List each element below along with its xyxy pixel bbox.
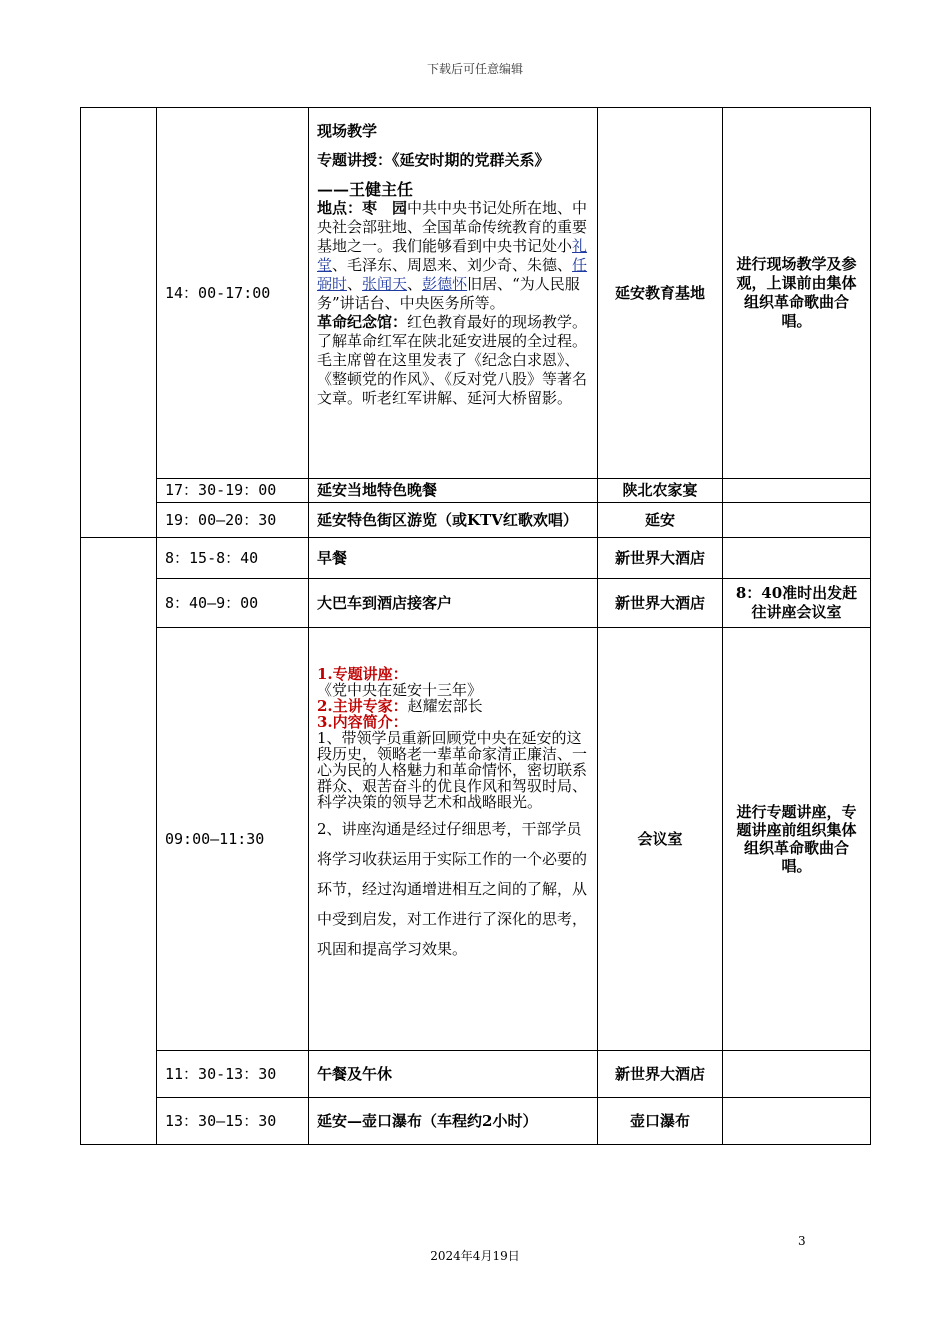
note-cell: 8：40准时出发赶往讲座会议室 [723,579,871,628]
paragraph-label: 地点：枣 园 [317,199,408,217]
time-cell: 8：15-8：40 [157,538,309,579]
time-cell: 17：30-19：00 [157,479,309,503]
time-cell: 8：40—9：00 [157,579,309,628]
time-cell: 09:00—11:30 [157,628,309,1051]
table-row [81,628,871,1051]
table-row [81,108,871,479]
table-row [81,538,871,579]
place-cell: 壶口瀑布 [598,1098,723,1145]
note-cell: 进行专题讲座，专题讲座前组织集体组织革命歌曲合唱。 [723,628,871,1051]
paragraph-text: 旧居、“为人民服务”讲话台、中央医务所等。 [317,275,580,312]
content-cell [309,628,598,1051]
link-renbishi[interactable]: 任弼时 [317,256,588,293]
paragraph-label: 革命纪念馆： [317,313,408,331]
content-paragraph: 1、带领学员重新回顾党中央在延安的这段历史，领略老一辈革命家清正廉洁、一心为民的人格魅力和革命情怀，密切联系群众、艰苦奋斗的优良作风和驾驭时局、科学决策的领导艺术和战略眼光。 [317,729,588,811]
paragraph-text: 中共中央书记处所在地、中央社会部驻地、全国革命传统教育的重要基地之一。我们能够看到中央书记处小 [317,199,588,255]
place-cell: 新世界大酒店 [598,579,723,628]
lecture-speaker [317,698,589,714]
time-cell: 14：00-17:00 [157,108,309,479]
content-title: 现场教学 [317,122,378,140]
link-litang[interactable]: 礼堂 [317,237,588,274]
time-cell: 19：00—20：30 [157,503,309,538]
content-cell: 延安—壶口瀑布（车程约2小时） [309,1098,598,1145]
day-cell [81,108,157,538]
schedule-table [80,107,871,1145]
page-footer-date: 2024年4月19日 [430,1249,520,1263]
item-label: 2.主讲专家： [317,697,408,715]
link-zhangwentian[interactable]: 张闻天 [362,275,408,293]
place-cell: 新世界大酒店 [598,1051,723,1098]
item-label: 1.专题讲座： [317,665,408,683]
paragraph-text: 红色教育最好的现场教学。了解革命红军在陕北延安进展的全过程。毛主席曾在这里发表了《纪念白求恩》、《整顿党的作风》、《反对党八股》等著名文章。听老红军讲解、延河大桥留影。 [317,313,588,407]
item-text: 《党中央在延安十三年》 [317,681,483,699]
page-header: 下载后可任意编辑 [426,62,523,76]
content-cell: 早餐 [309,538,598,579]
table-row [81,1051,871,1098]
table-row [81,479,871,503]
content-paragraph [317,313,589,408]
link-pengdehuai[interactable]: 彭德怀 [422,275,468,293]
lecture-topic [317,666,589,698]
paragraph-text: 、毛泽东、周恩来、刘少奇、朱德、 [332,256,573,274]
note-cell [723,1098,871,1145]
table-row [81,579,871,628]
content-cell [309,108,598,479]
page-number: 3 [798,1234,806,1248]
table-row [81,1098,871,1145]
content-cell: 延安当地特色晚餐 [309,479,598,503]
content-speaker: ——王健主任 [317,180,414,199]
place-cell: 延安 [598,503,723,538]
note-cell: 进行现场教学及参观，上课前由集体组织革命歌曲合唱。 [723,108,871,479]
note-cell [723,479,871,503]
place-cell: 延安教育基地 [598,108,723,479]
content-paragraph: 2、讲座沟通是经过仔细思考，干部学员将学习收获运用于实际工作的一个必要的环节，经过沟通增进相互之间的了解，从中受到启发，对工作进行了深化的思考，巩固和提高学习效果。 [317,820,588,958]
place-cell: 陕北农家宴 [598,479,723,503]
item-label: 3.内容简介： [317,713,408,731]
note-cell [723,1051,871,1098]
note-cell [723,503,871,538]
item-text: 赵耀宏部长 [407,697,483,715]
time-cell: 13：30—15：30 [157,1098,309,1145]
content-cell: 延安特色街区游览（或KTV红歌欢唱） [309,503,598,538]
paragraph-text: 、 [407,275,423,293]
place-cell: 新世界大酒店 [598,538,723,579]
table-row [81,503,871,538]
paragraph-text: 、 [347,275,363,293]
content-paragraph [317,199,589,313]
lecture-intro [317,714,589,730]
content-subtitle: 专题讲授：《延安时期的党群关系》 [317,151,550,169]
time-cell: 11：30-13：30 [157,1051,309,1098]
content-cell: 午餐及午休 [309,1051,598,1098]
day-cell [81,538,157,1145]
note-cell [723,538,871,579]
place-cell: 会议室 [598,628,723,1051]
content-cell: 大巴车到酒店接客户 [309,579,598,628]
